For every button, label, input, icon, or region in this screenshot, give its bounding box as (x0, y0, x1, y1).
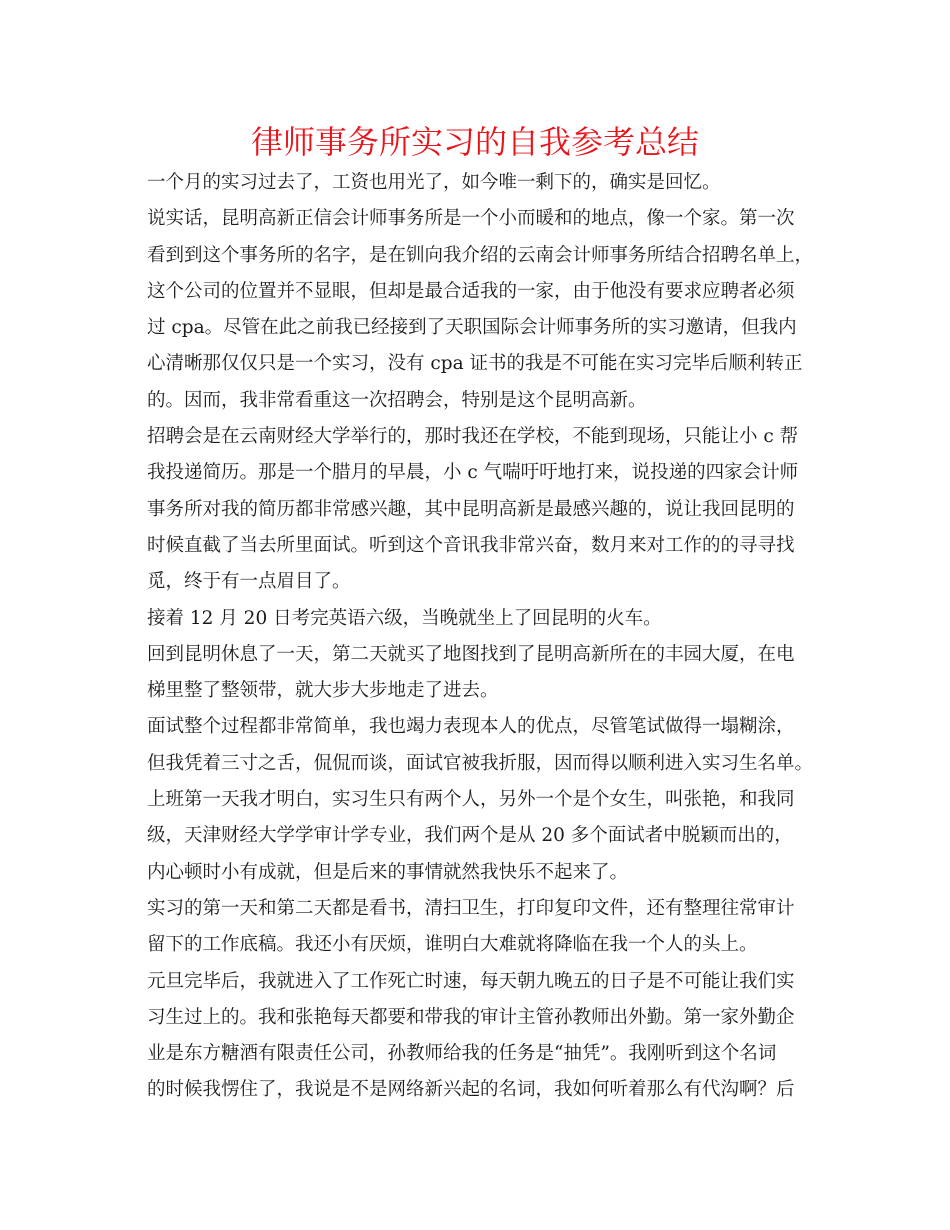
text-line: 事务所对我的简历都非常感兴趣，其中昆明高新是最感兴趣的，说让我回昆明的 (147, 498, 795, 520)
text-line: 看到到这个事务所的名字，是在钏向我介绍的云南会计师事务所结合招聘名单上， (147, 244, 814, 266)
text-line: 说实话，昆明高新正信会计师事务所是一个小而暖和的地点，像一个家。第一次 (147, 208, 795, 230)
text-line: 接着 12 月 20 日考完英语六级，当晚就坐上了回昆明的火车。 (147, 607, 662, 629)
text-line: 招聘会是在云南财经大学举行的，那时我还在学校，不能到现场，只能让小 c 帮 (147, 426, 799, 448)
document-title: 律师事务所实习的自我参考总结 (250, 123, 699, 161)
text-line: 级，天津财经大学学审计学专业，我们两个是从 20 多个面试者中脱颖而出的， (147, 825, 793, 847)
document-body (147, 165, 812, 1109)
text-line: 过 cpa。尽管在此之前我已经接到了天职国际会计师事务所的实习邀请，但我内 (147, 317, 797, 339)
text-line: 回到昆明休息了一天，第二天就买了地图找到了昆明高新所在的丰园大厦，在电 (147, 643, 795, 665)
text-line: 心清晰那仅仅只是一个实习，没有 cpa 证书的我是不可能在实习完毕后顺利转正 (147, 353, 803, 375)
text-line: 觅，终于有一点眉目了。 (147, 571, 351, 593)
text-line: 一个月的实习过去了，工资也用光了，如今唯一剩下的，确实是回忆。 (147, 172, 721, 193)
text-line: 习生过上的。我和张艳每天都要和带我的审计主管孙教师出外勤。第一家外勤企 (147, 1006, 795, 1028)
text-line: 内心顿时小有成就，但是后来的事情就然我快乐不起来了。 (147, 861, 629, 883)
text-line: 的。因而，我非常看重这一次招聘会，特别是这个昆明高新。 (147, 389, 647, 411)
text-line: 但我凭着三寸之舌，侃侃而谈，面试官被我折服，因而得以顺利进入实习生名单。 (147, 752, 814, 774)
text-line: 上班第一天我才明白，实习生只有两个人，另外一个是个女生，叫张艳，和我同 (147, 789, 795, 811)
text-line: 时候直截了当去所里面试。听到这个音讯我非常兴奋，数月来对工作的的寻寻找 (147, 534, 795, 556)
text-line: 面试整个过程都非常简单，我也竭力表现本人的优点，尽管笔试做得一塌糊涂， (147, 716, 795, 738)
text-line: 梯里整了整领带，就大步大步地走了进去。 (147, 680, 499, 702)
text-line: 元旦完毕后，我就进入了工作死亡时速，每天朝九晚五的日子是不可能让我们实 (147, 970, 795, 992)
text-line: 实习的第一天和第二天都是看书，清扫卫生，打印复印文件，还有整理往常审计 (147, 897, 795, 919)
text-line: 留下的工作底稿。我还小有厌烦，谁明白大难就将降临在我一个人的头上。 (147, 934, 758, 956)
text-line: 的时候我愣住了，我说是不是网络新兴起的名词，我如何听着那么有代沟啊？后 (147, 1079, 795, 1101)
text-line: 我投递简历。那是一个腊月的早晨，小 c 气喘吁吁地打来，说投递的四家会计师 (147, 462, 799, 484)
text-line: 这个公司的位置并不显眼，但却是最合适我的一家，由于他没有要求应聘者必须 (147, 280, 795, 302)
text-line: 业是东方糖酒有限责任公司，孙教师给我的任务是“抽凭”。我刚听到这个名词 (147, 1043, 777, 1065)
